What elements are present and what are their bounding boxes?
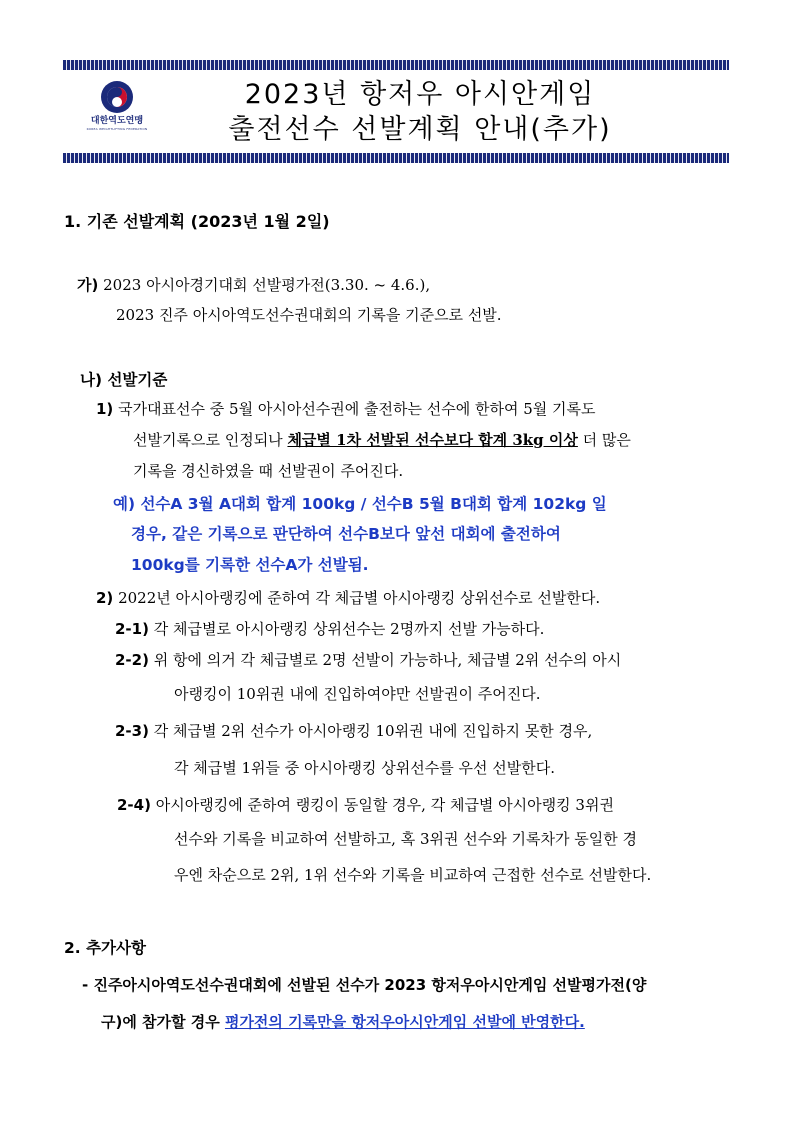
item-ga-line2: 2023 진주 아시아역도선수권대회의 기록을 기준으로 선발. <box>116 306 502 324</box>
section1-heading: 1. 기존 선발계획 (2023년 1월 2일) <box>64 212 330 231</box>
item1-line3: 기록을 경신하였을 때 선발권이 주어진다. <box>133 462 404 480</box>
item23-line2: 각 체급별 1위들 중 아시아랭킹 상위선수를 우선 선발한다. <box>174 759 555 777</box>
federation-logo <box>82 80 152 140</box>
item22-line2: 아랭킹이 10위권 내에 진입하여야만 선발권이 주어진다. <box>174 685 541 703</box>
section2-heading: 2. 추가사항 <box>64 939 146 957</box>
example-line3: 100kg를 기록한 선수A가 선발됨. <box>131 556 369 574</box>
item-na-heading: 나) 선발기준 <box>80 371 168 389</box>
item21-text: 각 체급별로 아시아랭킹 상위선수는 2명까지 선발 가능하다. <box>153 620 545 638</box>
item24-label: 2-4) <box>117 796 151 814</box>
item22-text1: 위 항에 의거 각 체급별로 2명 선발이 가능하나, 체급별 2위 선수의 아시 <box>153 651 622 669</box>
item23-label: 2-3) <box>115 722 149 740</box>
section2-line1: - 진주아시아역도선수권대회에 선발된 선수가 2023 항저우아시안게임 선발평가전(양 <box>82 976 647 994</box>
item1-line2-pre: 선발기록으로 인정되나 <box>133 431 288 449</box>
item2-line <box>96 588 600 608</box>
item-ga-line1 <box>77 275 430 295</box>
item24-line2: 선수와 기록을 비교하여 선발하고, 혹 3위권 선수와 기록차가 동일한 경 <box>174 830 637 848</box>
page-title-line1: 2023년 항저우 아시안게임 <box>244 79 596 110</box>
section2-highlight-link: 평가전의 기록만을 항저우아시안게임 선발에 반영한다. <box>224 1013 585 1031</box>
item1-line1 <box>96 399 596 419</box>
item23-line1 <box>115 721 592 741</box>
item23-text1: 각 체급별 2위 선수가 아시아랭킹 10위권 내에 진입하지 못한 경우, <box>153 722 593 740</box>
item1-label: 1) <box>96 400 114 418</box>
page-title-line2: 출전선수 선발계획 안내(추가) <box>228 114 612 145</box>
item22-line1 <box>115 650 621 670</box>
item21-label: 2-1) <box>115 620 149 638</box>
federation-emblem-icon <box>100 80 134 114</box>
item1-text1: 국가대표선수 중 5월 아시아선수권에 출전하는 선수에 한하여 5월 기록도 <box>118 400 596 418</box>
example-line2: 경우, 같은 기록으로 판단하여 선수B보다 앞선 대회에 출전하여 <box>131 525 561 543</box>
item1-line2-post: 더 많은 <box>577 431 631 449</box>
item21-line <box>115 619 544 639</box>
item24-line3: 우엔 차순으로 2위, 1위 선수와 기록을 비교하여 근접한 선수로 선발한다. <box>174 866 652 884</box>
section2-line2-pre: 구)에 참가할 경우 <box>101 1013 225 1031</box>
item24-text1: 아시아랭킹에 준하여 랭킹이 동일할 경우, 각 체급별 아시아랭킹 3위권 <box>155 796 614 814</box>
section2-line2 <box>101 1012 585 1032</box>
example-line1: 예) 선수A 3월 A대회 합계 100kg / 선수B 5월 B대회 합계 102kg 일 <box>113 495 607 513</box>
item2-text: 2022년 아시아랭킹에 준하여 각 체급별 아시아랭킹 상위선수로 선발한다. <box>118 589 601 607</box>
item-ga-text1: 2023 아시아경기대회 선발평가전(3.30. ~ 4.6.), <box>103 276 431 294</box>
item-ga-label: 가) <box>77 276 99 294</box>
item2-label: 2) <box>96 589 114 607</box>
header-top-band <box>63 60 729 70</box>
item22-label: 2-2) <box>115 651 149 669</box>
logo-subtitle: KOREA WEIGHTLIFTING FEDERATION <box>86 127 148 131</box>
item1-emphasis: 체급별 1차 선발된 선수보다 합계 3kg 이상 <box>287 431 578 449</box>
item24-line1 <box>117 795 614 815</box>
item1-line2 <box>133 430 631 450</box>
logo-name: 대한역도연맹 <box>90 116 144 126</box>
header-bottom-band <box>63 153 729 163</box>
